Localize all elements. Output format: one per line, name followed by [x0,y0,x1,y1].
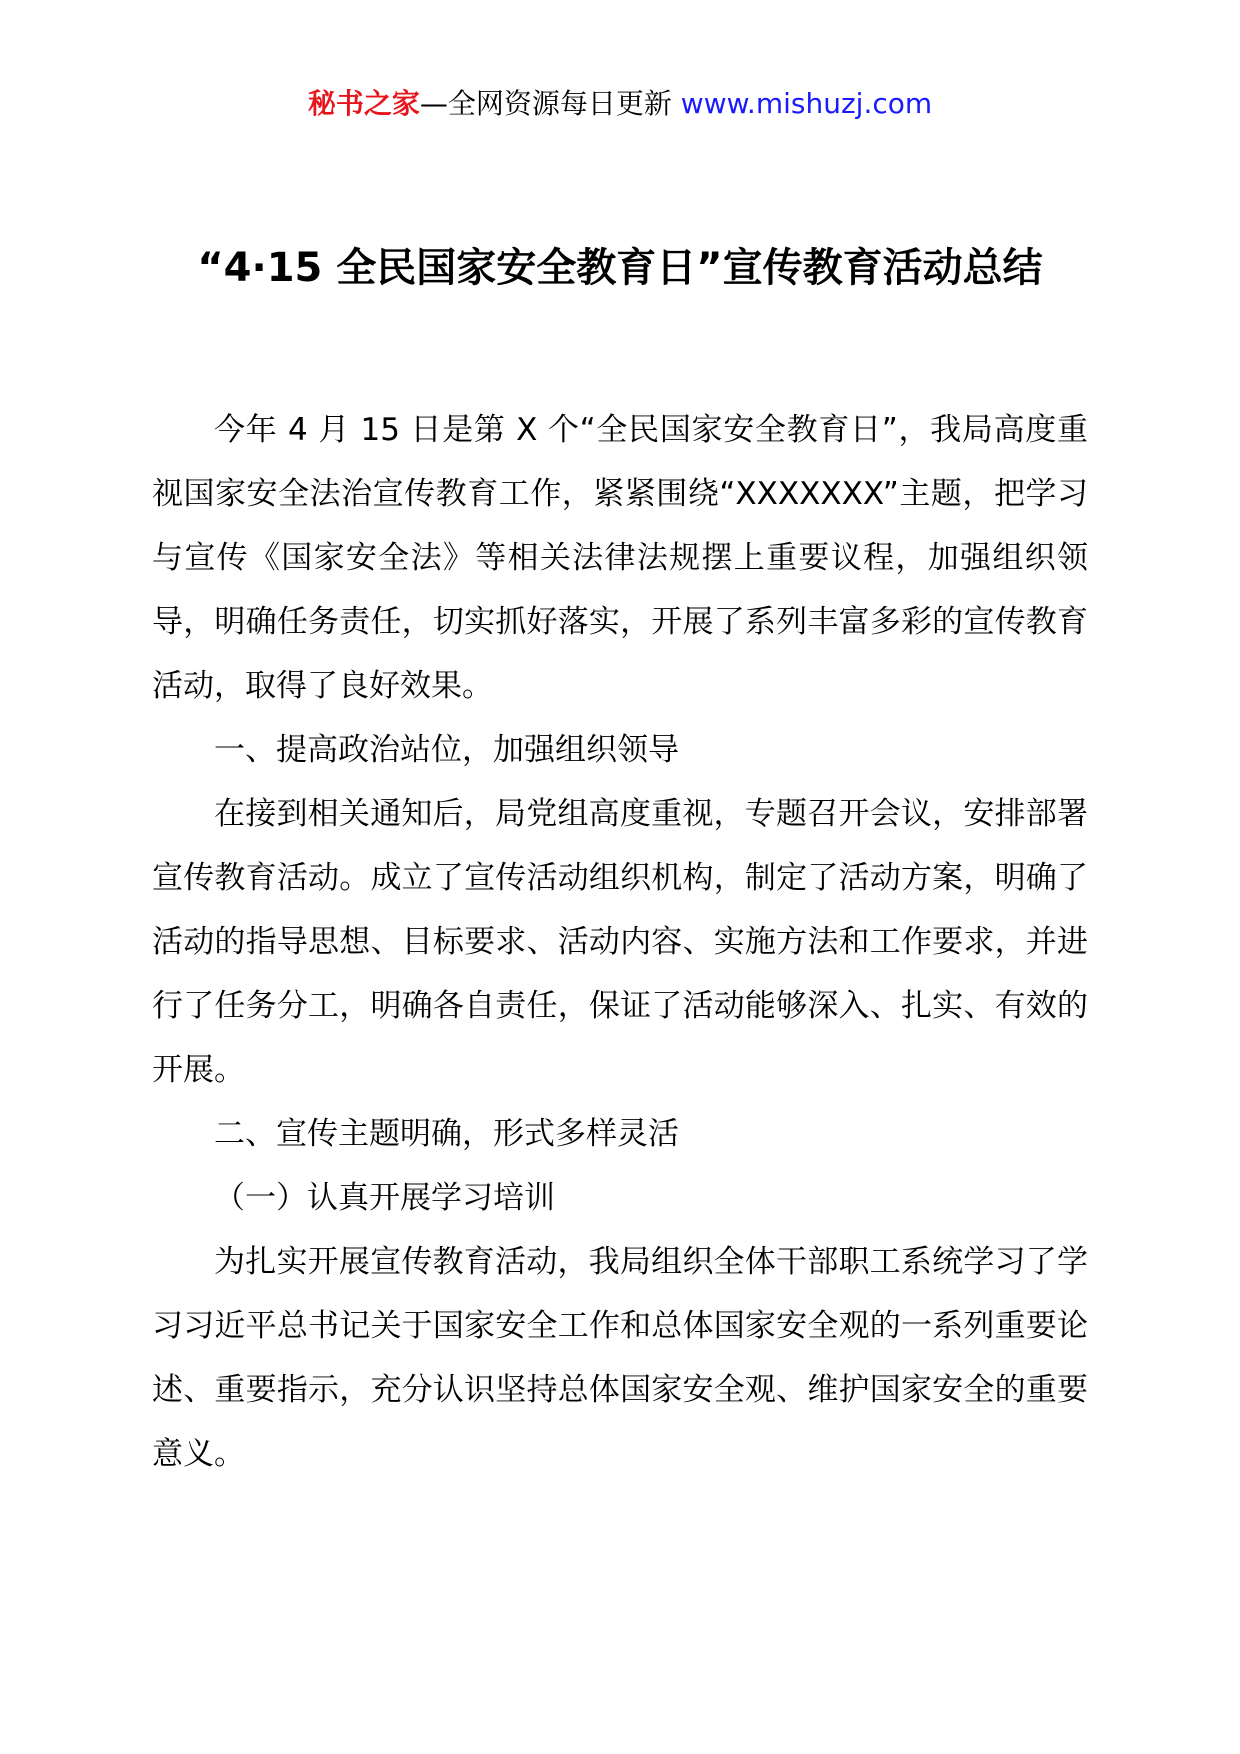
document-body [152,398,1088,1486]
subsection-heading-1: （一）认真开展学习培训 [214,1180,555,1216]
section-1-paragraph: 在接到相关通知后，局党组高度重视，专题召开会议，安排部署宣传教育活动。成立了宣传活动组织机构，制定了活动方案，明确了活动的指导思想、目标要求、活动内容、实施方法和工作要求，并进行了任务分工，明确各自责任，保证了活动能够深入、扎实、有效的开展。 [152,796,1088,1088]
section-heading-2: 二、宣传主题明确，形式多样灵活 [214,1116,679,1152]
section-heading-1: 一、提高政治站位，加强组织领导 [214,732,679,768]
page-header [0,84,1240,124]
brand-name: 秘书之家 [307,87,420,120]
website-link[interactable]: www.mishuzj.com [680,87,933,120]
subsection-1-paragraph: 为扎实开展宣传教育活动，我局组织全体干部职工系统学习了学习习近平总书记关于国家安全工作和总体国家安全观的一系列重要论述、重要指示，充分认识坚持总体国家安全观、维护国家安全的重要意义。 [152,1244,1088,1472]
document-title: “4·15 全民国家安全教育日”宣传教育活动总结 [197,245,1043,291]
intro-paragraph: 今年 4 月 15 日是第 X 个“全民国家安全教育日”，我局高度重视国家安全法治宣传教育工作，紧紧围绕“XXXXXXX”主题，把学习与宣传《国家安全法》等相关法律法规摆上重要议程，加强组织领导，明确任务责任，切实抓好落实，开展了系列丰富多彩的宣传教育活动，取得了良好效果。 [152,412,1088,704]
header-tagline: —全网资源每日更新 [419,87,672,120]
